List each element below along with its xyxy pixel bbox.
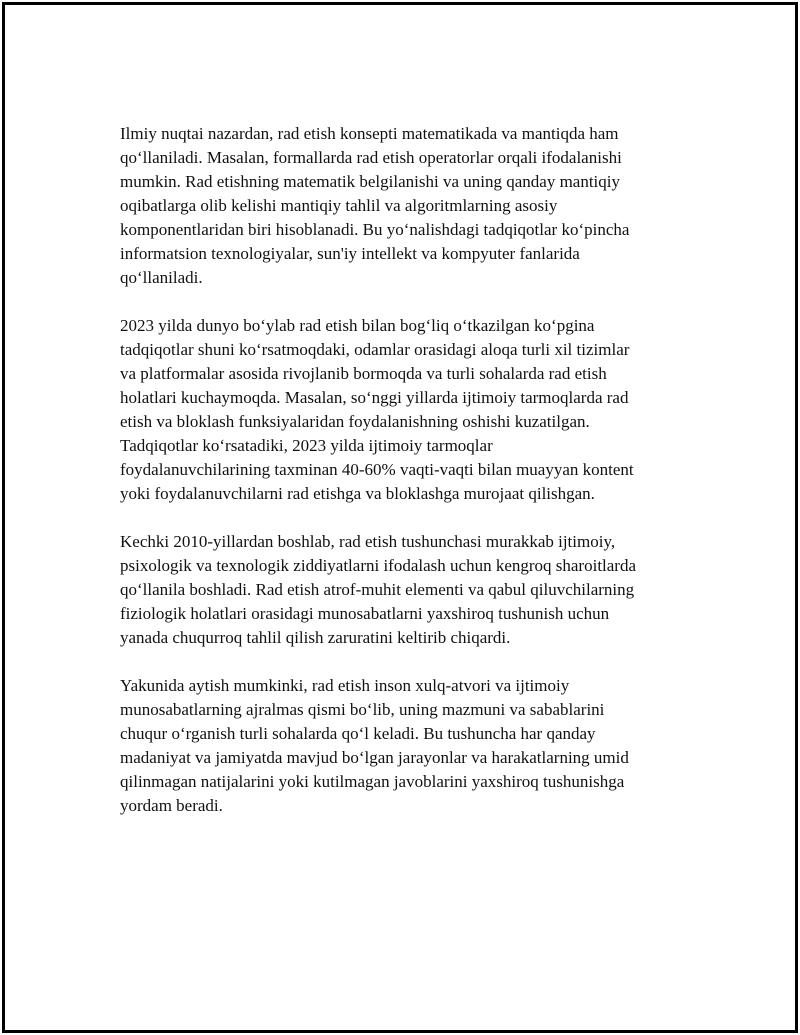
text-line: chuqur oʻrganish turli sohalarda qoʻl keladi. Bu tushuncha har qanday xyxy=(120,724,596,743)
text-line: oqibatlarga olib kelishi mantiqiy tahlil va algoritmlarning asosiy xyxy=(120,196,558,215)
text-line: munosabatlarning ajralmas qismi boʻlib, uning mazmuni va sabablarini xyxy=(120,700,605,719)
text-line: psixologik va texnologik ziddiyatlarni ifodalash uchun kengroq sharoitlarda xyxy=(120,556,637,575)
paragraph-2 xyxy=(120,314,685,506)
text-line: 2023 yilda dunyo boʻylab rad etish bilan bogʻliq oʻtkazilgan koʻpgina xyxy=(120,316,595,335)
text-line: Tadqiqotlar koʻrsatadiki, 2023 yilda ijtimoiy tarmoqlar xyxy=(120,436,493,455)
text-line: va platformalar asosida rivojlanib bormoqda va turli sohalarda rad etish xyxy=(120,364,607,383)
text-line: yanada chuqurroq tahlil qilish zaruratini keltirib chiqardi. xyxy=(120,628,511,647)
document-body xyxy=(120,122,685,842)
text-line: komponentlaridan biri hisoblanadi. Bu yoʻnalishdagi tadqiqotlar koʻpincha xyxy=(120,220,630,239)
text-line: fiziologik holatlari orasidagi munosabatlarni yaxshiroq tushunish uchun xyxy=(120,604,610,623)
paragraph-1 xyxy=(120,122,685,290)
paragraph-3 xyxy=(120,530,685,650)
text-line: tadqiqotlar shuni koʻrsatmoqdaki, odamlar orasidagi aloqa turli xil tizimlar xyxy=(120,340,630,359)
text-line: mumkin. Rad etishning matematik belgilanishi va uning qanday mantiqiy xyxy=(120,172,621,191)
text-line: Ilmiy nuqtai nazardan, rad etish konsepti matematikada va mantiqda ham xyxy=(120,124,619,143)
text-line: qoʻllaniladi. Masalan, formallarda rad etish operatorlar orqali ifodalanishi xyxy=(120,148,622,167)
text-line: etish va bloklash funksiyalaridan foydalanishning oshishi kuzatilgan. xyxy=(120,412,590,431)
text-line: qoʻllanila boshladi. Rad etish atrof-muhit elementi va qabul qiluvchilarning xyxy=(120,580,635,599)
text-line: madaniyat va jamiyatda mavjud boʻlgan jarayonlar va harakatlarning umid xyxy=(120,748,629,767)
text-line: yordam beradi. xyxy=(120,796,223,815)
text-line: yoki foydalanuvchilarni rad etishga va bloklashga murojaat qilishgan. xyxy=(120,484,595,503)
text-line: qilinmagan natijalarini yoki kutilmagan javoblarini yaxshiroq tushunishga xyxy=(120,772,625,791)
page-frame xyxy=(2,2,798,1033)
text-line: qoʻllaniladi. xyxy=(120,268,203,287)
paragraph-4 xyxy=(120,674,685,818)
text-line: Kechki 2010-yillardan boshlab, rad etish tushunchasi murakkab ijtimoiy, xyxy=(120,532,616,551)
text-line: Yakunida aytish mumkinki, rad etish inson xulq-atvori va ijtimoiy xyxy=(120,676,570,695)
text-line: informatsion texnologiyalar, sun'iy intellekt va kompyuter fanlarida xyxy=(120,244,580,263)
text-line: holatlari kuchaymoqda. Masalan, soʻnggi yillarda ijtimoiy tarmoqlarda rad xyxy=(120,388,629,407)
text-line: foydalanuvchilarining taxminan 40-60% vaqti-vaqti bilan muayyan kontent xyxy=(120,460,634,479)
